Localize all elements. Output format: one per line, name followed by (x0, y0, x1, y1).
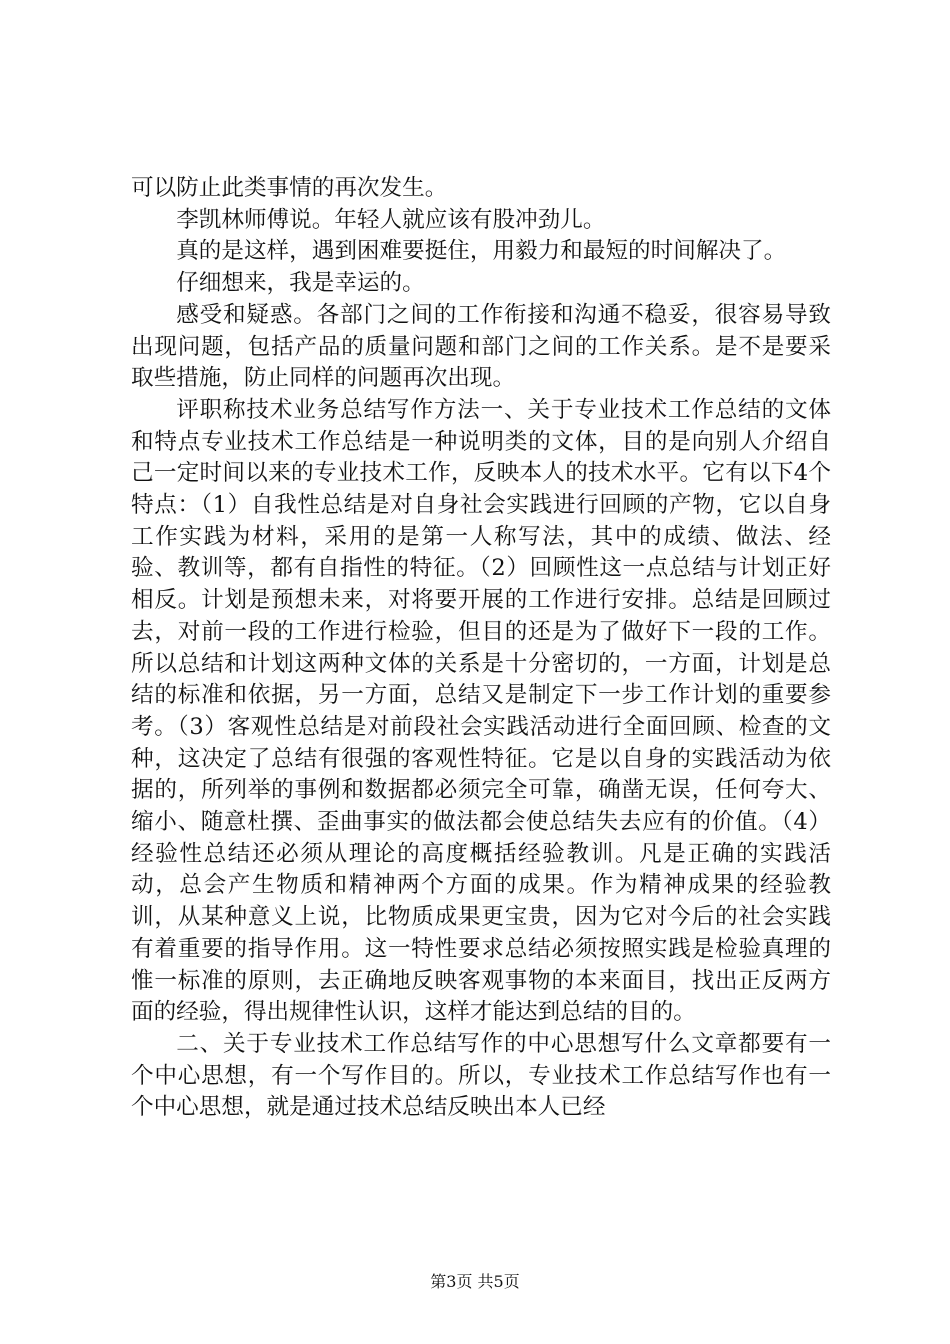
paragraph: 评职称技术业务总结写作方法一、关于专业技术工作总结的文体和特点专业技术工作总结是一种说明类的文体，目的是向别人介绍自己一定时间以来的专业技术工作，反映本人的技术水平。它有以下4个特点：（1）自我性总结是对自身社会实践进行回顾的产物，它以自身工作实践为材料，采用的是第一人称写法，其中的成绩、做法、经验、教训等，都有自指性的特征。（2）回顾性这一点总结与计划正好相反。计划是预想未来，对将要开展的工作进行安排。总结是回顾过去，对前一段的工作进行检验，但目的还是为了做好下一段的工作。所以总结和计划这两种文体的关系是十分密切的，一方面，计划是总结的标准和依据，另一方面，总结又是制定下一步工作计划的重要参考。（3）客观性总结是对前段社会实践活动进行全面回顾、检查的文种，这决定了总结有很强的客观性特征。它是以自身的实践活动为依据的，所列举的事例和数据都必须完全可靠，确凿无误，任何夸大、缩小、随意杜撰、歪曲事实的做法都会使总结失去应有的价值。（4）经验性总结还必须从理论的高度概括经验教训。凡是正确的实践活动，总会产生物质和精神两个方面的成果。作为精神成果的经验教训，从某种意义上说，比物质成果更宝贵，因为它对今后的社会实践有着重要的指导作用。这一特性要求总结必须按照实践是检验真理的惟一标准的原则，去正确地反映客观事物的本来面目，找出正反两方面的经验，得出规律性认识，这样才能达到总结的目的。 (131, 396, 831, 1026)
document-body (131, 173, 831, 1124)
paragraph: 真的是这样，遇到困难要挺住，用毅力和最短的时间解决了。 (176, 238, 787, 265)
paragraph: 感受和疑惑。各部门之间的工作衔接和沟通不稳妥，很容易导致出现问题，包括产品的质量问题和部门之间的工作关系。是不是要采取些措施，防止同样的问题再次出现。 (131, 301, 831, 392)
page-number-footer: 第3页 共5页 (430, 1272, 520, 1291)
paragraph: 仔细想来，我是幸运的。 (176, 270, 425, 297)
paragraph: 二、关于专业技术工作总结写作的中心思想写什么文章都要有一个中心思想，有一个写作目的。所以，专业技术工作总结写作也有一个中心思想，就是通过技术总结反映出本人已经 (131, 1030, 831, 1121)
paragraph-continuation: 可以防止此类事情的再次发生。 (131, 175, 448, 201)
paragraph: 李凯林师傅说。年轻人就应该有股冲劲儿。 (176, 206, 606, 233)
